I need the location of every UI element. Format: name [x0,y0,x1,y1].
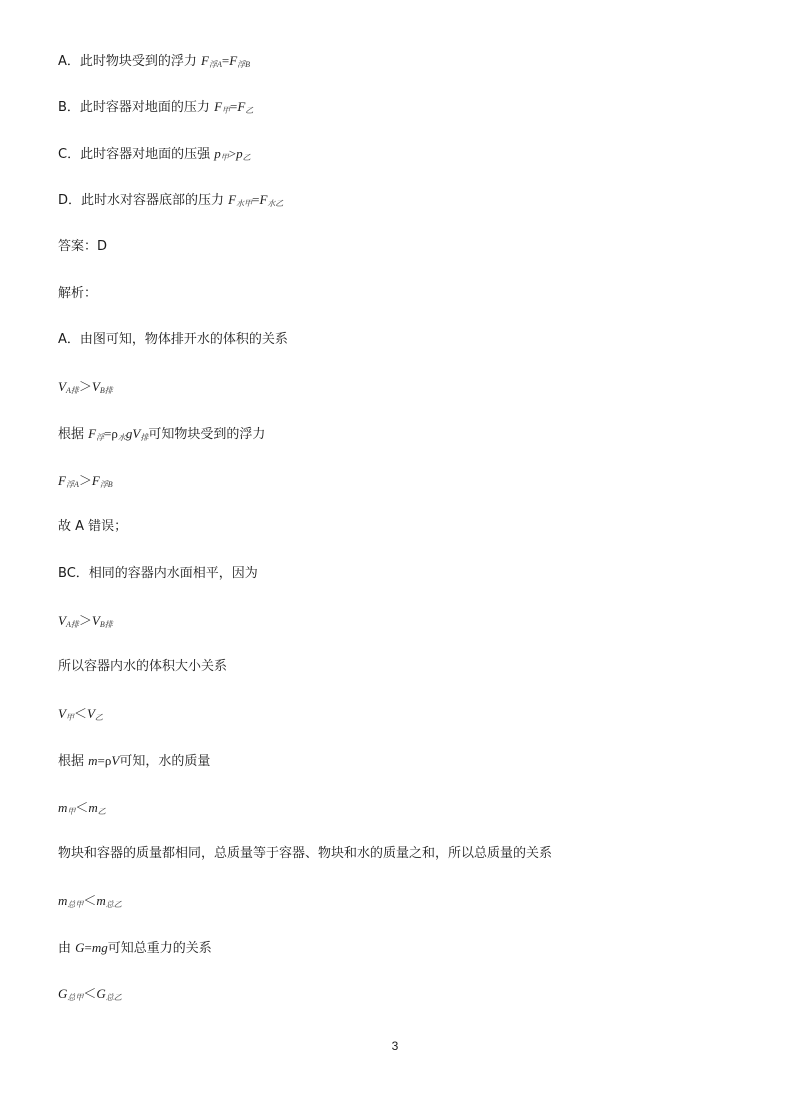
line-text: BC．相同的容器内水面相平，因为 [58,566,258,581]
math-variable: G [75,940,85,955]
text-line [58,425,265,447]
math-subscript: 水 [117,433,126,442]
math-variable: m [58,800,68,815]
math-subscript: 乙 [242,153,251,162]
text-line [58,52,250,74]
formula-line [58,378,113,400]
math-variable: F [91,473,100,488]
math-variable: G [58,986,68,1001]
math-variable: G [96,986,106,1001]
text-line [58,238,107,256]
text-line [58,98,253,120]
math-subscript: 乙 [97,807,106,816]
math-operator: ＜ [83,893,97,908]
math-variable: F [228,192,237,207]
math-operator: = [230,99,238,114]
formula-line [58,892,122,914]
text-line [58,285,97,303]
math-variable: m [88,753,98,768]
text-line [58,191,283,213]
math-variable: F [229,53,238,68]
math-variable: F [58,473,66,488]
math-operator: = [221,53,230,68]
line-text: 由 [58,941,76,956]
line-text: 物块和容器的质量都相同，总质量等于容器、物块和水的质量之和，所以总质量的关系 [58,846,553,861]
math-subscript: 水甲 [236,199,253,208]
math-operator: =ρ [104,426,118,441]
math-subscript: A排 [65,386,79,395]
math-operator: ＞ [78,379,92,394]
math-subscript: 浮 [96,433,105,442]
line-text: 故 A 错误； [58,519,128,534]
math-variable: gV [125,426,141,441]
math-subscript: A排 [65,620,79,629]
math-variable: V [58,706,66,721]
text-line [58,752,210,771]
math-variable: V [58,613,66,628]
math-variable: mg [91,940,108,955]
text-line [58,145,251,167]
line-text: 根据 [58,427,89,442]
math-subscript: 浮A [65,480,79,489]
math-variable: m [88,800,98,815]
line-text: A．由图可知，物体排开水的体积的关系 [58,332,288,347]
line-text: D．此时水对容器底部的压力 [58,193,229,208]
math-operator: =ρ [97,753,112,768]
line-text: 可知总重力的关系 [107,941,212,956]
line-text: 根据 [58,754,89,769]
math-variable: m [58,893,68,908]
text-line [58,845,552,863]
math-variable: F [259,192,268,207]
math-variable: V [86,706,95,721]
math-subscript: 水乙 [267,199,284,208]
math-subscript: B排 [99,386,113,395]
math-operator: ＜ [75,800,89,815]
formula-line [58,799,106,821]
math-subscript: 浮B [237,60,251,69]
math-subscript: 浮B [99,480,113,489]
math-subscript: 乙 [245,106,254,115]
math-subscript: 浮A [208,60,222,69]
line-text: A．此时物块受到的浮力 [58,54,202,69]
line-text: 答案：D [58,239,108,254]
math-operator: ＜ [83,986,97,1001]
math-subscript: 甲 [220,153,229,162]
text-line [58,565,258,583]
math-subscript: 甲 [65,713,74,722]
math-variable: p [214,146,221,161]
math-variable: F [237,99,246,114]
math-variable: F [214,99,223,114]
page-number: 3 [391,1039,399,1053]
math-variable: V [111,753,120,768]
math-subscript: 总乙 [105,993,122,1002]
formula-line [58,705,103,727]
line-text: 解析： [58,286,98,301]
math-operator: = [252,192,260,207]
math-variable: F [201,53,209,68]
math-variable: F [88,426,97,441]
math-subscript: 总甲 [67,900,84,909]
text-line [58,658,227,676]
math-variable: V [91,379,100,394]
math-operator: ＞ [78,613,92,628]
text-line [58,939,212,958]
math-variable: V [58,379,66,394]
math-variable: V [91,613,100,628]
line-text: 可知物块受到的浮力 [148,427,266,442]
line-text: 可知，水的质量 [119,754,211,769]
math-subscript: 排 [140,433,149,442]
formula-line [58,985,122,1007]
math-operator: > [228,146,237,161]
line-text: C．此时容器对地面的压强 [58,147,215,162]
text-line [58,331,288,349]
formula-line [58,612,113,634]
math-subscript: 总乙 [105,900,122,909]
math-operator: ＞ [78,473,92,488]
math-subscript: 总甲 [67,993,84,1002]
math-subscript: 甲 [67,807,76,816]
math-subscript: 甲 [222,106,231,115]
math-subscript: 乙 [94,713,103,722]
line-text: 所以容器内水的体积大小关系 [58,659,228,674]
math-operator: = [84,940,92,955]
line-text: B．此时容器对地面的压力 [58,100,215,115]
text-line [58,518,127,536]
formula-line [58,472,113,494]
math-subscript: B排 [99,620,113,629]
math-variable: p [236,146,243,161]
math-variable: m [96,893,106,908]
math-operator: ＜ [73,706,87,721]
